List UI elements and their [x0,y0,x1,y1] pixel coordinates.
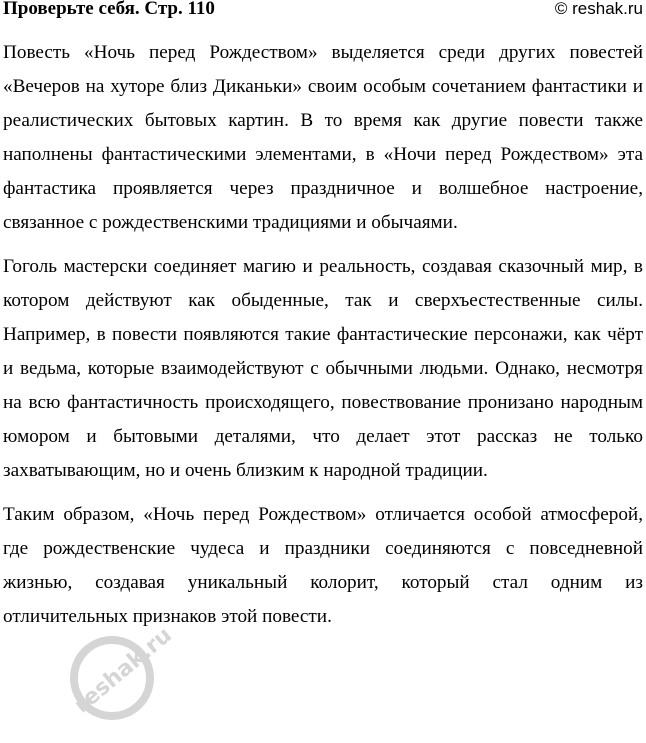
page-title: Проверьте себя. Стр. 110 [3,0,215,19]
paragraph-2: Гоголь мастерски соединяет магию и реальность, создавая сказочный мир, в котором действуют как обыденные, так и сверхъестественные силы. Например, в повести появляются такие фантастические персонажи, как чёрт и ведьма, которые взаимодействуют с обычными людьми. Однако, несмотря на всю фантастичность происходящего, повествование пронизано народным юмором и бытовыми деталями, что делает этот рассказ не только захватывающим, но и очень близким к народной традиции. [3,256,643,481]
paragraph-1: Повесть «Ночь перед Рождеством» выделяется среди других повестей «Вечеров на хуторе близ Диканьки» своим особым сочетанием фантастики и реалистических бытовых картин. В то время как другие повести также наполнены фантастическими элементами, в «Ночи перед Рождеством» эта фантастика проявляется через праздничное и волшебное настроение, связанное с рождественскими традициями и обычаями. [3,42,643,233]
svg-text:reshak.ru: reshak.ru [69,628,172,719]
site-label: © reshak.ru [554,0,643,18]
paragraph-3: Таким образом, «Ночь перед Рождеством» отличается особой атмосферой, где рождественские чудеса и праздники соединяются с повседневной жизнью, создавая уникальный колорит, который стал одним из отличительных признаков этой повести. [3,504,643,627]
text-body [3,36,643,634]
page-header [3,0,643,24]
